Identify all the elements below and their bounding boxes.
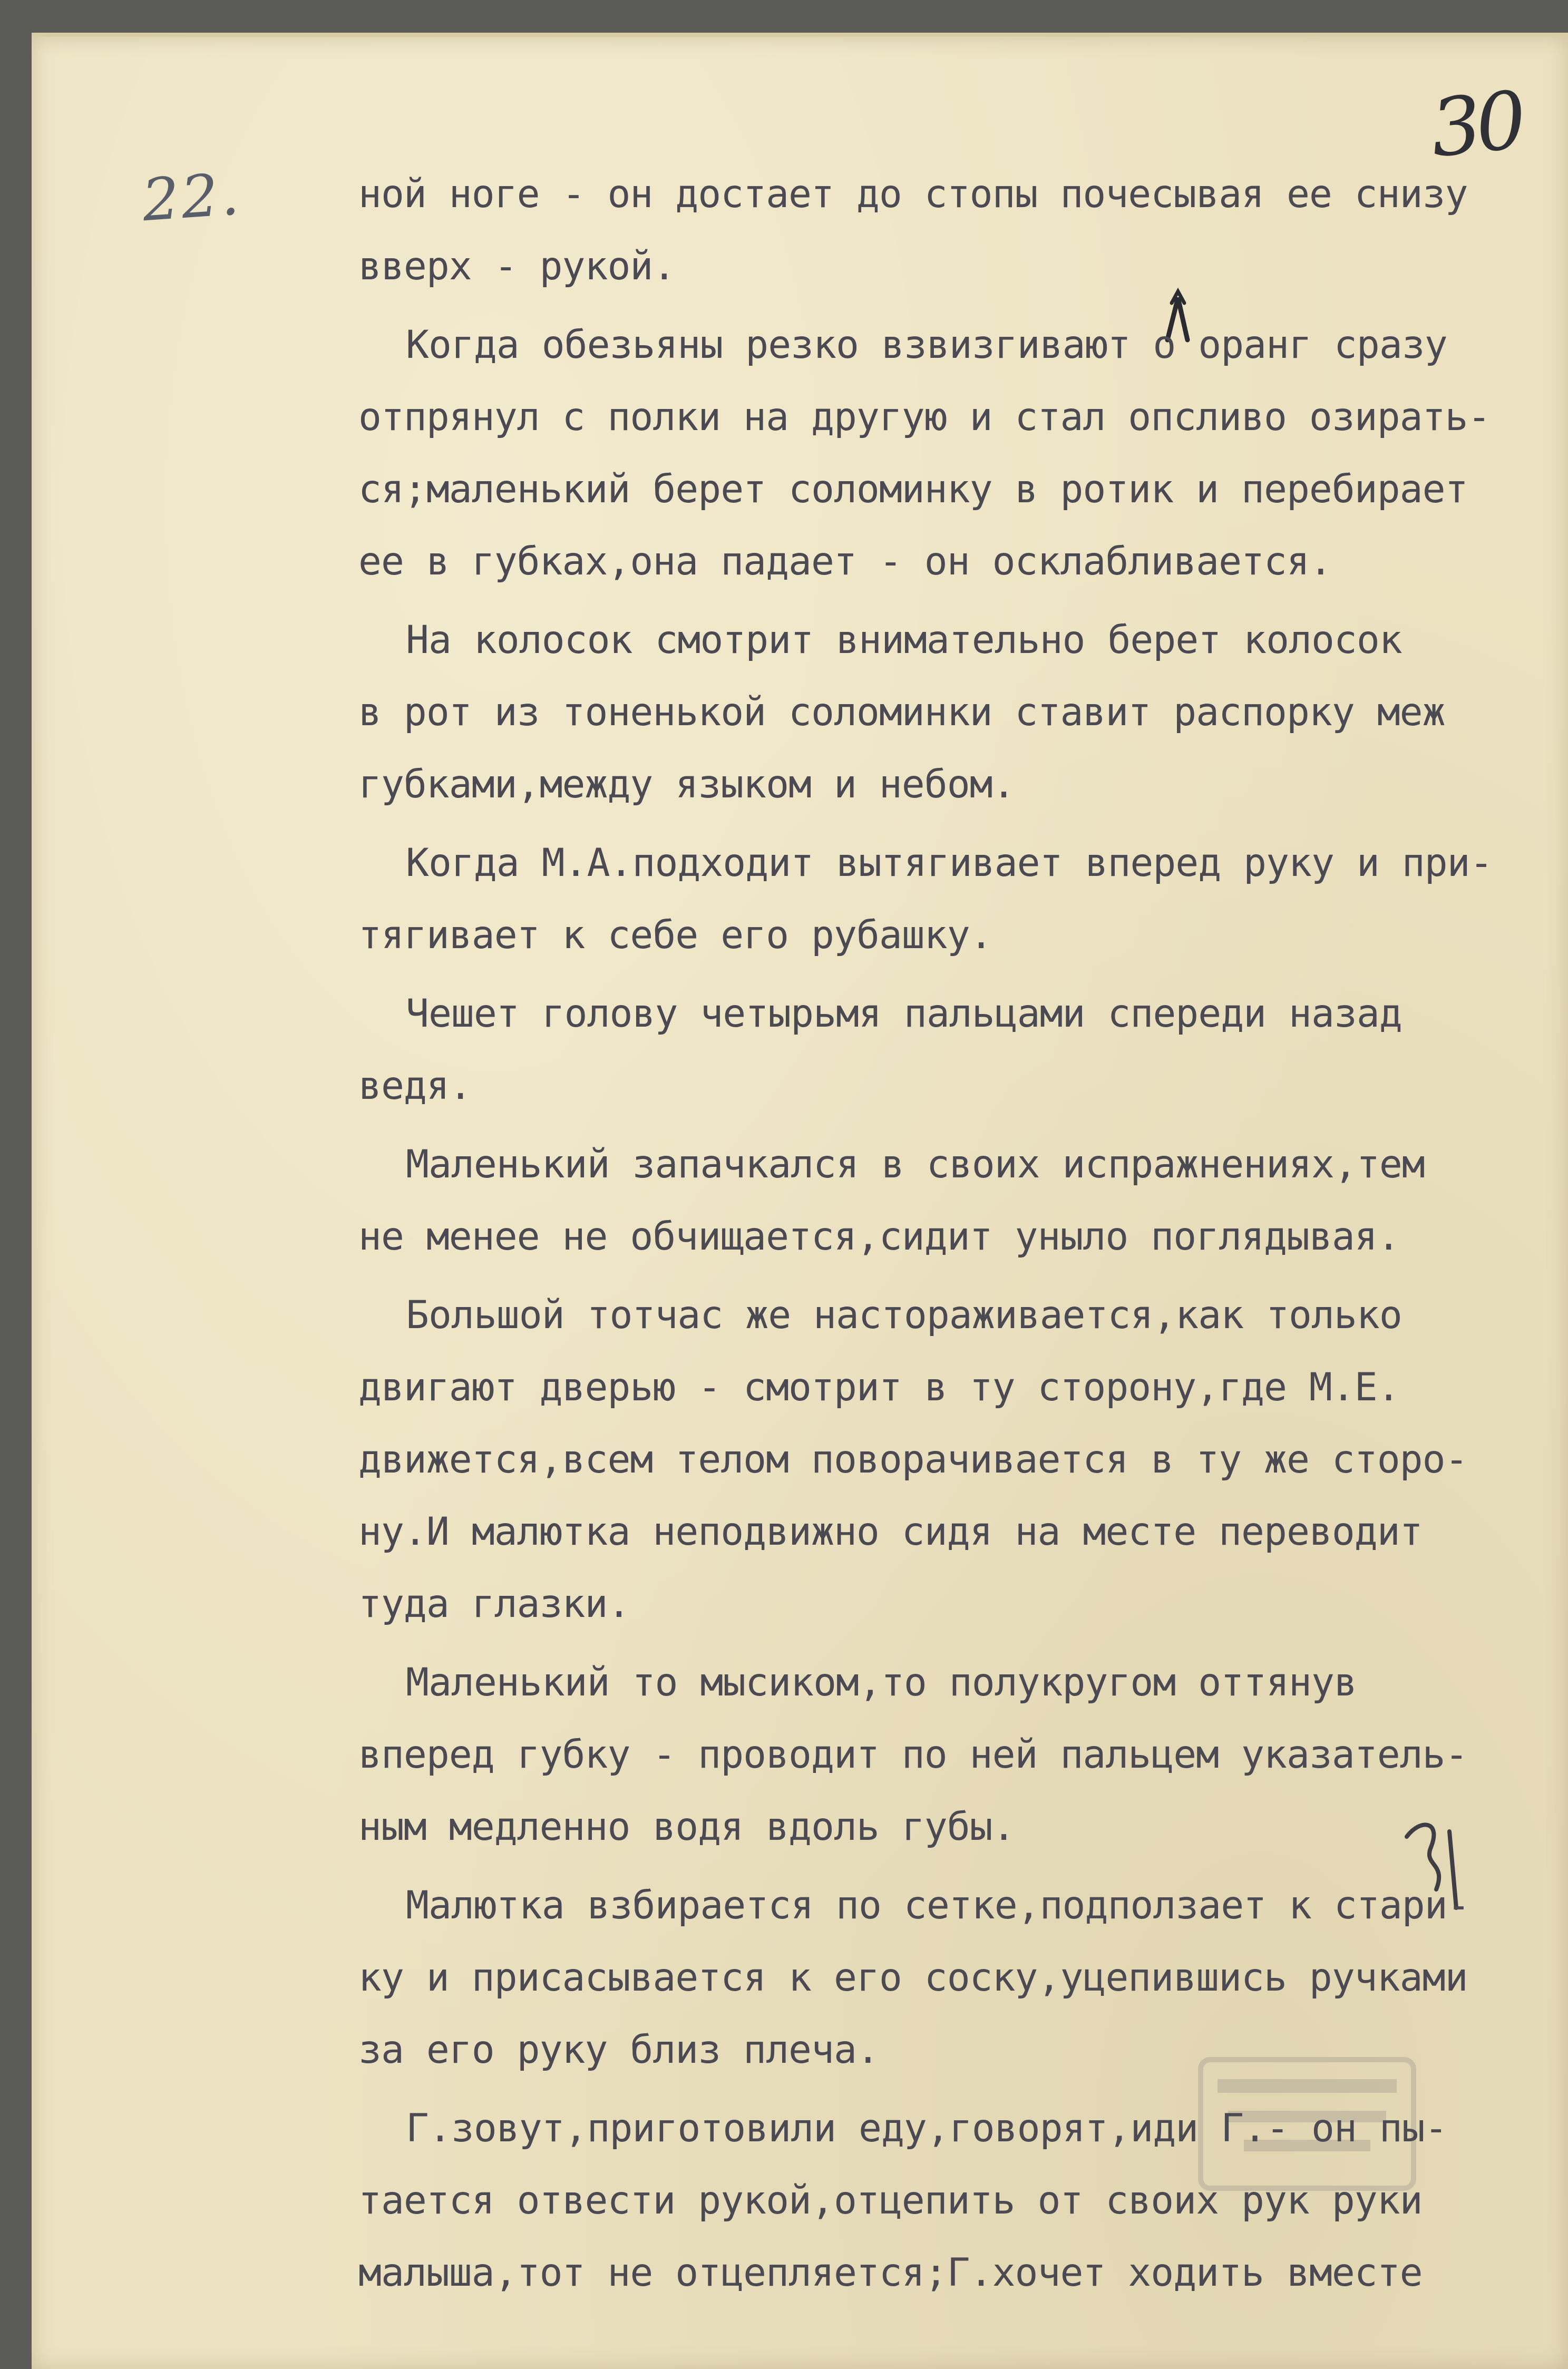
text-line: Большой тотчас же настораживается,как только	[406, 1293, 1402, 1338]
text-line: ной ноге - он достает до стопы почесывая ее снизу	[358, 172, 1468, 217]
text-line: двигают дверью - смотрит в ту сторону,где М.Е.	[358, 1365, 1400, 1410]
text-line: малыша,тот не отцепляется;Г.хочет ходить вместе	[358, 2250, 1423, 2295]
text-line: Чешет голову четырьмя пальцами спереди назад	[406, 991, 1402, 1036]
text-line: ся;маленький берет соломинку в ротик и перебирает	[358, 467, 1468, 512]
text-line: Когда М.А.подходит вытягивает вперед руку и при-	[406, 841, 1493, 885]
text-line: за его руку близ плеча.	[358, 2027, 879, 2072]
text-line: вперед губку - проводит по ней пальцем указатель-	[358, 1732, 1468, 1777]
text-line: ку и присасывается к его соску,уцепившись ручками	[358, 1955, 1468, 2000]
text-line: Маленький запачкался в своих испражнениях,тем	[406, 1142, 1425, 1187]
text-line: вверх - рукой.	[358, 244, 676, 289]
text-line: тается отвести рукой,отцепить от своих рук руки	[358, 2178, 1423, 2223]
text-line: губками,между языком и небом.	[358, 762, 1015, 807]
text-line: в рот из тоненькой соломинки ставит распорку меж	[358, 690, 1445, 735]
text-line: туда глазки.	[358, 1582, 630, 1626]
text-line: Когда обезьяны резко взвизгивают о оранг сразу	[406, 323, 1447, 367]
text-line: ным медленно водя вдоль губы.	[358, 1805, 1015, 1849]
margin-page-number: 22.	[140, 160, 244, 235]
text-line: ну.И малютка неподвижно сидя на месте переводит	[358, 1509, 1423, 1554]
text-line: тягивает к себе его рубашку.	[358, 913, 992, 958]
text-line: ее в губках,она падает - он осклабливается.	[358, 539, 1332, 584]
text-line: ведя.	[358, 1064, 472, 1108]
text-line: не менее не обчищается,сидит уныло поглядывая.	[358, 1214, 1400, 1259]
folio-number: 30	[1426, 74, 1526, 176]
text-line: Маленький то мысиком,то полукругом оттянув	[406, 1660, 1357, 1705]
text-line: движется,всем телом поворачивается в ту же сторо-	[358, 1437, 1468, 1482]
text-line: Г.зовут,приготовили еду,говорят,иди Г.- он пы-	[406, 2106, 1447, 2151]
text-line: Малютка взбирается по сетке,подползает к стари-	[406, 1883, 1470, 1928]
typed-text-body	[358, 158, 1539, 2309]
text-line: отпрянул с полки на другую и стал опсливо озирать-	[358, 395, 1491, 440]
text-line: На колосок смотрит внимательно берет колосок	[406, 618, 1402, 662]
